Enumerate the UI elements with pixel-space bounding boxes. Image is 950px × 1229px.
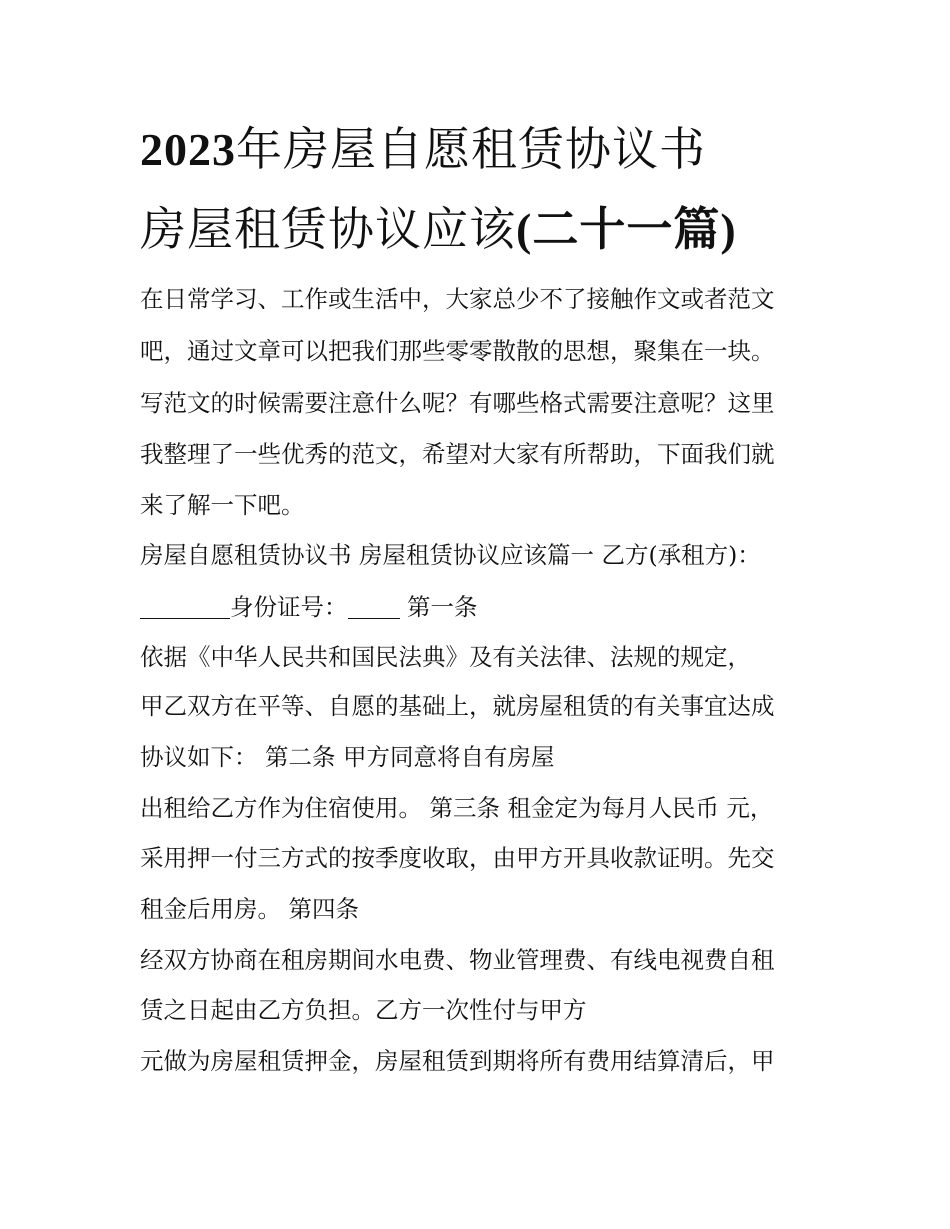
body-line: 经双方协商在租房期间水电费、物业管理费、有线电视费自租 bbox=[140, 946, 775, 974]
title-line-1-text: 年房屋自愿租赁协议书 bbox=[236, 122, 706, 176]
body-line: 房屋自愿租赁协议书 房屋租赁协议应该篇一 乙方(承租方)： bbox=[140, 541, 761, 569]
article-one-label: 第一条 bbox=[406, 593, 478, 621]
body-line: 协议如下： 第二条 甲方同意将自有房屋 bbox=[140, 743, 555, 771]
body-line: 我整理了一些优秀的范文，希望对大家有所帮助，下面我们就 bbox=[140, 440, 775, 468]
body-line: 租金后用房。 第四条 bbox=[140, 895, 359, 923]
document-title-line-2 bbox=[140, 202, 840, 256]
body-line: 写范文的时候需要注意什么呢？有哪些格式需要注意呢？这里 bbox=[140, 389, 775, 417]
body-line: 来了解一下吧。 bbox=[140, 491, 305, 519]
body-line: 在日常学习、工作或生活中，大家总少不了接触作文或者范文 bbox=[140, 285, 775, 313]
title-line-2-text: 房屋租赁协议应该 bbox=[140, 202, 516, 256]
body-line: 吧，通过文章可以把我们那些零零散散的思想，聚集在一块。 bbox=[140, 337, 775, 365]
body-line: 元做为房屋租赁押金，房屋租赁到期将所有费用结算清后，甲 bbox=[140, 1047, 775, 1075]
title-line-2-parenthetical: (二十一篇) bbox=[516, 204, 737, 255]
body-line: 依据《中华人民共和国民法典》及有关法律、法规的规定， bbox=[140, 643, 751, 671]
body-line: 采用押一付三方式的按季度收取，由甲方开具收款证明。先交 bbox=[140, 844, 775, 872]
title-year: 2023 bbox=[140, 124, 236, 175]
id-number-line bbox=[140, 593, 820, 621]
document-title-line-1 bbox=[140, 122, 840, 176]
id-number-label: 身份证号： bbox=[230, 593, 348, 621]
body-line: 赁之日起由乙方负担。乙方一次性付与甲方 bbox=[140, 996, 587, 1024]
id-number-blank bbox=[348, 596, 400, 619]
name-blank bbox=[140, 596, 230, 619]
body-line: 甲乙双方在平等、自愿的基础上，就房屋租赁的有关事宜达成 bbox=[140, 692, 775, 720]
body-line: 出租给乙方作为住宿使用。 第三条 租金定为每月人民币 元， bbox=[140, 794, 774, 822]
